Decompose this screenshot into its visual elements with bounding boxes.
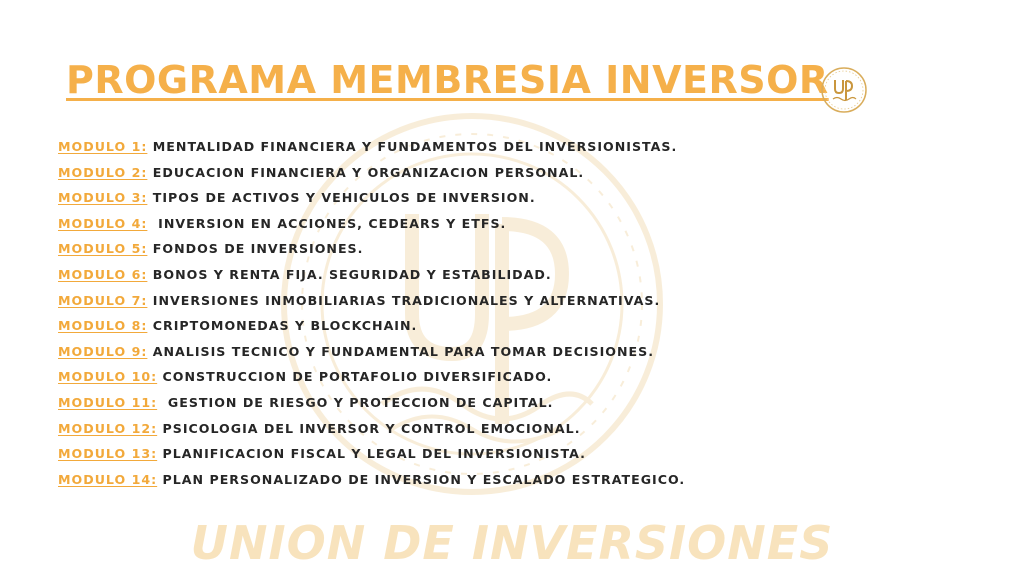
module-label: MODULO 3: (58, 190, 148, 206)
page-title: PROGRAMA MEMBRESIA INVERSOR (66, 58, 829, 102)
list-item (58, 236, 685, 262)
module-label: MODULO 13: (58, 446, 158, 462)
list-item (58, 390, 685, 416)
module-list (58, 134, 685, 492)
brand-watermark-text: UNION DE INVERSIONES (190, 516, 834, 570)
list-item (58, 416, 685, 442)
module-label: MODULO 12: (58, 420, 158, 436)
list-item (58, 364, 685, 390)
list-item (58, 339, 685, 365)
module-text: PSICOLOGIA DEL INVERSOR Y CONTROL EMOCIONAL. (157, 420, 581, 436)
list-item (58, 211, 685, 237)
module-text: BONOS Y RENTA FIJA. SEGURIDAD Y ESTABILIDAD. (147, 266, 552, 282)
module-text: MENTALIDAD FINANCIERA Y FUNDAMENTOS DEL INVERSIONISTAS. (147, 139, 678, 154)
module-label: MODULO 6: (58, 266, 148, 282)
module-label: MODULO 14: (58, 471, 158, 487)
module-text: PLAN PERSONALIZADO DE INVERSION Y ESCALADO ESTRATEGICO. (157, 471, 686, 487)
module-text: INVERSIONES INMOBILIARIAS TRADICIONALES Y ALTERNATIVAS. (147, 292, 661, 308)
list-item (58, 313, 685, 339)
module-text: FONDOS DE INVERSIONES. (147, 241, 364, 257)
up-monogram-seal-icon (820, 66, 868, 114)
module-text: GESTION DE RIESGO Y PROTECCION DE CAPITAL. (157, 394, 554, 410)
module-text: CONSTRUCCION DE PORTAFOLIO DIVERSIFICADO. (157, 369, 553, 385)
list-item (58, 160, 685, 186)
module-text: CRIPTOMONEDAS Y BLOCKCHAIN. (147, 318, 418, 334)
module-label: MODULO 7: (58, 292, 148, 308)
list-item (58, 185, 685, 211)
list-item (58, 134, 685, 160)
module-label: MODULO 1: (58, 139, 148, 154)
module-label: MODULO 4: (58, 215, 148, 231)
module-text: PLANIFICACION FISCAL Y LEGAL DEL INVERSIONISTA. (157, 446, 586, 462)
module-text: INVERSION EN ACCIONES, CEDEARS Y ETFS. (147, 215, 507, 231)
module-label: MODULO 2: (58, 164, 148, 180)
module-text: TIPOS DE ACTIVOS Y VEHICULOS DE INVERSION. (147, 190, 536, 206)
module-label: MODULO 10: (58, 369, 158, 385)
list-item (58, 288, 685, 314)
module-label: MODULO 9: (58, 343, 148, 359)
list-item (58, 262, 685, 288)
list-item (58, 467, 685, 493)
module-label: MODULO 8: (58, 318, 148, 334)
module-text: ANALISIS TECNICO Y FUNDAMENTAL PARA TOMAR DECISIONES. (147, 343, 654, 359)
module-label: MODULO 5: (58, 241, 148, 257)
list-item (58, 441, 685, 467)
module-label: MODULO 11: (58, 394, 158, 410)
module-text: EDUCACION FINANCIERA Y ORGANIZACION PERSONAL. (147, 164, 585, 180)
